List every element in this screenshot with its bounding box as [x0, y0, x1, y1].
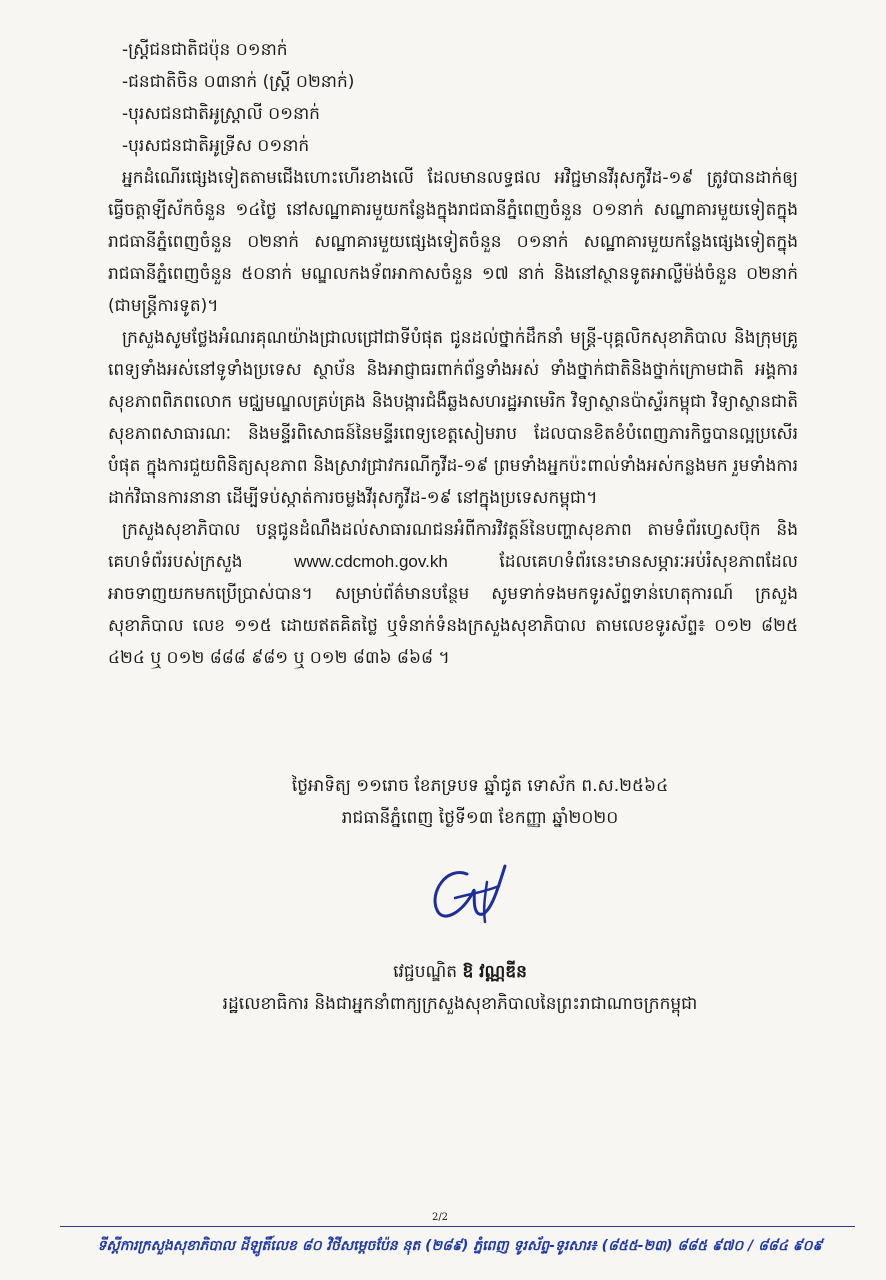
signer-name: ឱ វណ្ណឌីន: [462, 962, 527, 982]
paragraph-contact-text-2: ដែលគេហទំព័រនេះមានសម្ភារៈអប់រំសុខភាពដែលអាចទាញយកមកប្រើប្រាស់បាន។ សម្រាប់ព័ត៌មានបន្ថែម សូមទាក់ទងមកទូរស័ព្ទទាន់ហេតុការណ៍ ក្រសួងសុខាភិបាល លេខ ១១៥ ដោយឥតគិតថ្លៃ ឬទំនាក់ទំនងក្រសួងសុខាភិបាល តាមលេខទូរស័ព្ទ៖ ០១២ ៨២៥ ៤២៤ ឬ ០១២ ៨៨៨ ៩៨១ ឬ ០១២ ៨៣៦ ៨៦៨ ។: [108, 552, 798, 668]
solar-date: រាជធានីភ្នំពេញ ថ្ងៃទី១៣ ខែកញ្ញា ឆ្នាំ២០២០: [341, 808, 619, 828]
signature-icon: [425, 852, 521, 936]
list-item: -ស្ត្រីជនជាតិជប៉ុន ០១នាក់: [122, 40, 288, 60]
footer-divider: [60, 1226, 855, 1227]
page-number: 2/2: [431, 1212, 449, 1223]
paragraph-quarantine: អ្នកដំណើរផ្សេងទៀតតាមជើងហោះហើរខាងលើ ដែលមានលទ្ធផល អវិជ្ជមានវីរុសកូវីដ-១៩ ត្រូវបានដាក់ឲ្យធ្វើចត្តាឡីស័កចំនួន ១៤ថ្ងៃ នៅសណ្ឋាគារមួយកន្លែងក្នុងរាជធានីភ្នំពេញចំនួន ០១នាក់ សណ្ឋាគារមួយទៀតក្នុងរាជធានីភ្នំពេញចំនួន ០២នាក់ សណ្ឋាគារមួយផ្សេងទៀតចំនួន ០១នាក់ សណ្ឋាគារមួយកន្លែងផ្សេងទៀតក្នុងរាជធានីភ្នំពេញចំនួន ៥០នាក់ មណ្ឌលកងទ័ពអាកាសចំនួន ១៧ នាក់ និងនៅស្ថានទូតអាល្លឺម៉ង់ចំនួន ០២នាក់ (ជាមន្ត្រីការទូត)។: [108, 168, 798, 316]
list-item: -បុរសជនជាតិអូទ្រីស ០១នាក់: [122, 136, 310, 156]
signer-title: វេជ្ជបណ្ឌិត: [393, 962, 463, 982]
letter-body: [108, 34, 798, 674]
signer-position: រដ្ឋលេខាធិការ និងជាអ្នកនាំពាក្យក្រសួងសុខាភិបាលនៃព្រះរាជាណាចក្រកម្ពុជា: [222, 994, 698, 1014]
signer-name-line: [110, 956, 810, 988]
footer-address: ទីស្តីការក្រសួងសុខាភិបាល ដីឡូតិ៍លេខ ៨០ វិថីសម្តេចប៉ែន នុត (២៨៩) ភ្នំពេញ ទូរស័ព្ទ-ទូរសារ៖ (៨៥៥-២៣) ៨៨៥ ៩៧០ / ៨៨៤ ៩០៩: [97, 1238, 823, 1254]
list-item: -ជនជាតិចិន ០៣នាក់ (ស្ត្រី ០២នាក់): [122, 72, 355, 92]
website-link[interactable]: www.cdcmoh.gov.kh: [294, 552, 448, 571]
date-block: [250, 770, 710, 834]
lunar-date: ថ្ងៃអាទិត្យ ១១រោច ខែភទ្របទ ឆ្នាំជូត ទោស័ក ព.ស.២៥៦៤: [291, 776, 669, 796]
paragraph-contact: [108, 514, 798, 674]
signer-block: [110, 956, 810, 1020]
paragraph-thanks: ក្រសួងសូមថ្លែងអំណរគុណយ៉ាងជ្រាលជ្រៅជាទីបំផុត ជូនដល់ថ្នាក់ដឹកនាំ មន្ត្រី-បុគ្គលិកសុខាភិបាល និងក្រុមគ្រូពេទ្យទាំងអស់នៅទូទាំងប្រទេស ស្ថាប័ន និងអាជ្ញាធរពាក់ព័ន្ធទាំងអស់ ទាំងថ្នាក់ជាតិនិងថ្នាក់ក្រោមជាតិ អង្គការសុខភាពពិភពលោក មជ្ឈមណ្ឌលគ្រប់គ្រង និងបង្ការជំងឺឆ្លងសហរដ្ឋអាមេរិក វិទ្យាស្ថានប៉ាស្ទ័រកម្ពុជា វិទ្យាស្ថានជាតិសុខភាពសាធារណៈ និងមន្ទីរពិសោធន៍នៃមន្ទីរពេទ្យខេត្តសៀមរាប ដែលបានខិតខំបំពេញភារកិច្ចបានល្អប្រសើរបំផុត ក្នុងការជួយពិនិត្យសុខភាព និងស្រាវជ្រាវករណីកូវីដ-១៩ ព្រមទាំងអ្នកប៉ះពាល់ទាំងអស់កន្លងមក រួមទាំងការដាក់វិធានការនានា ដើម្បីទប់ស្កាត់ការចម្លងវីរុសកូវីដ-១៩ នៅក្នុងប្រទេសកម្ពុជា។: [108, 328, 798, 508]
paragraph-contact-text-1: ក្រសួងសុខាភិបាល បន្តជូនដំណឹងដល់សាធារណជនអំពីការវិវត្តន៍នៃបញ្ហាសុខភាព តាមទំព័រហ្វេសប៊ុក និងគេហទំព័ររបស់ក្រសួង: [108, 520, 798, 572]
list-item: -បុរសជនជាតិអូស្ត្រាលី ០១នាក់: [122, 104, 320, 124]
